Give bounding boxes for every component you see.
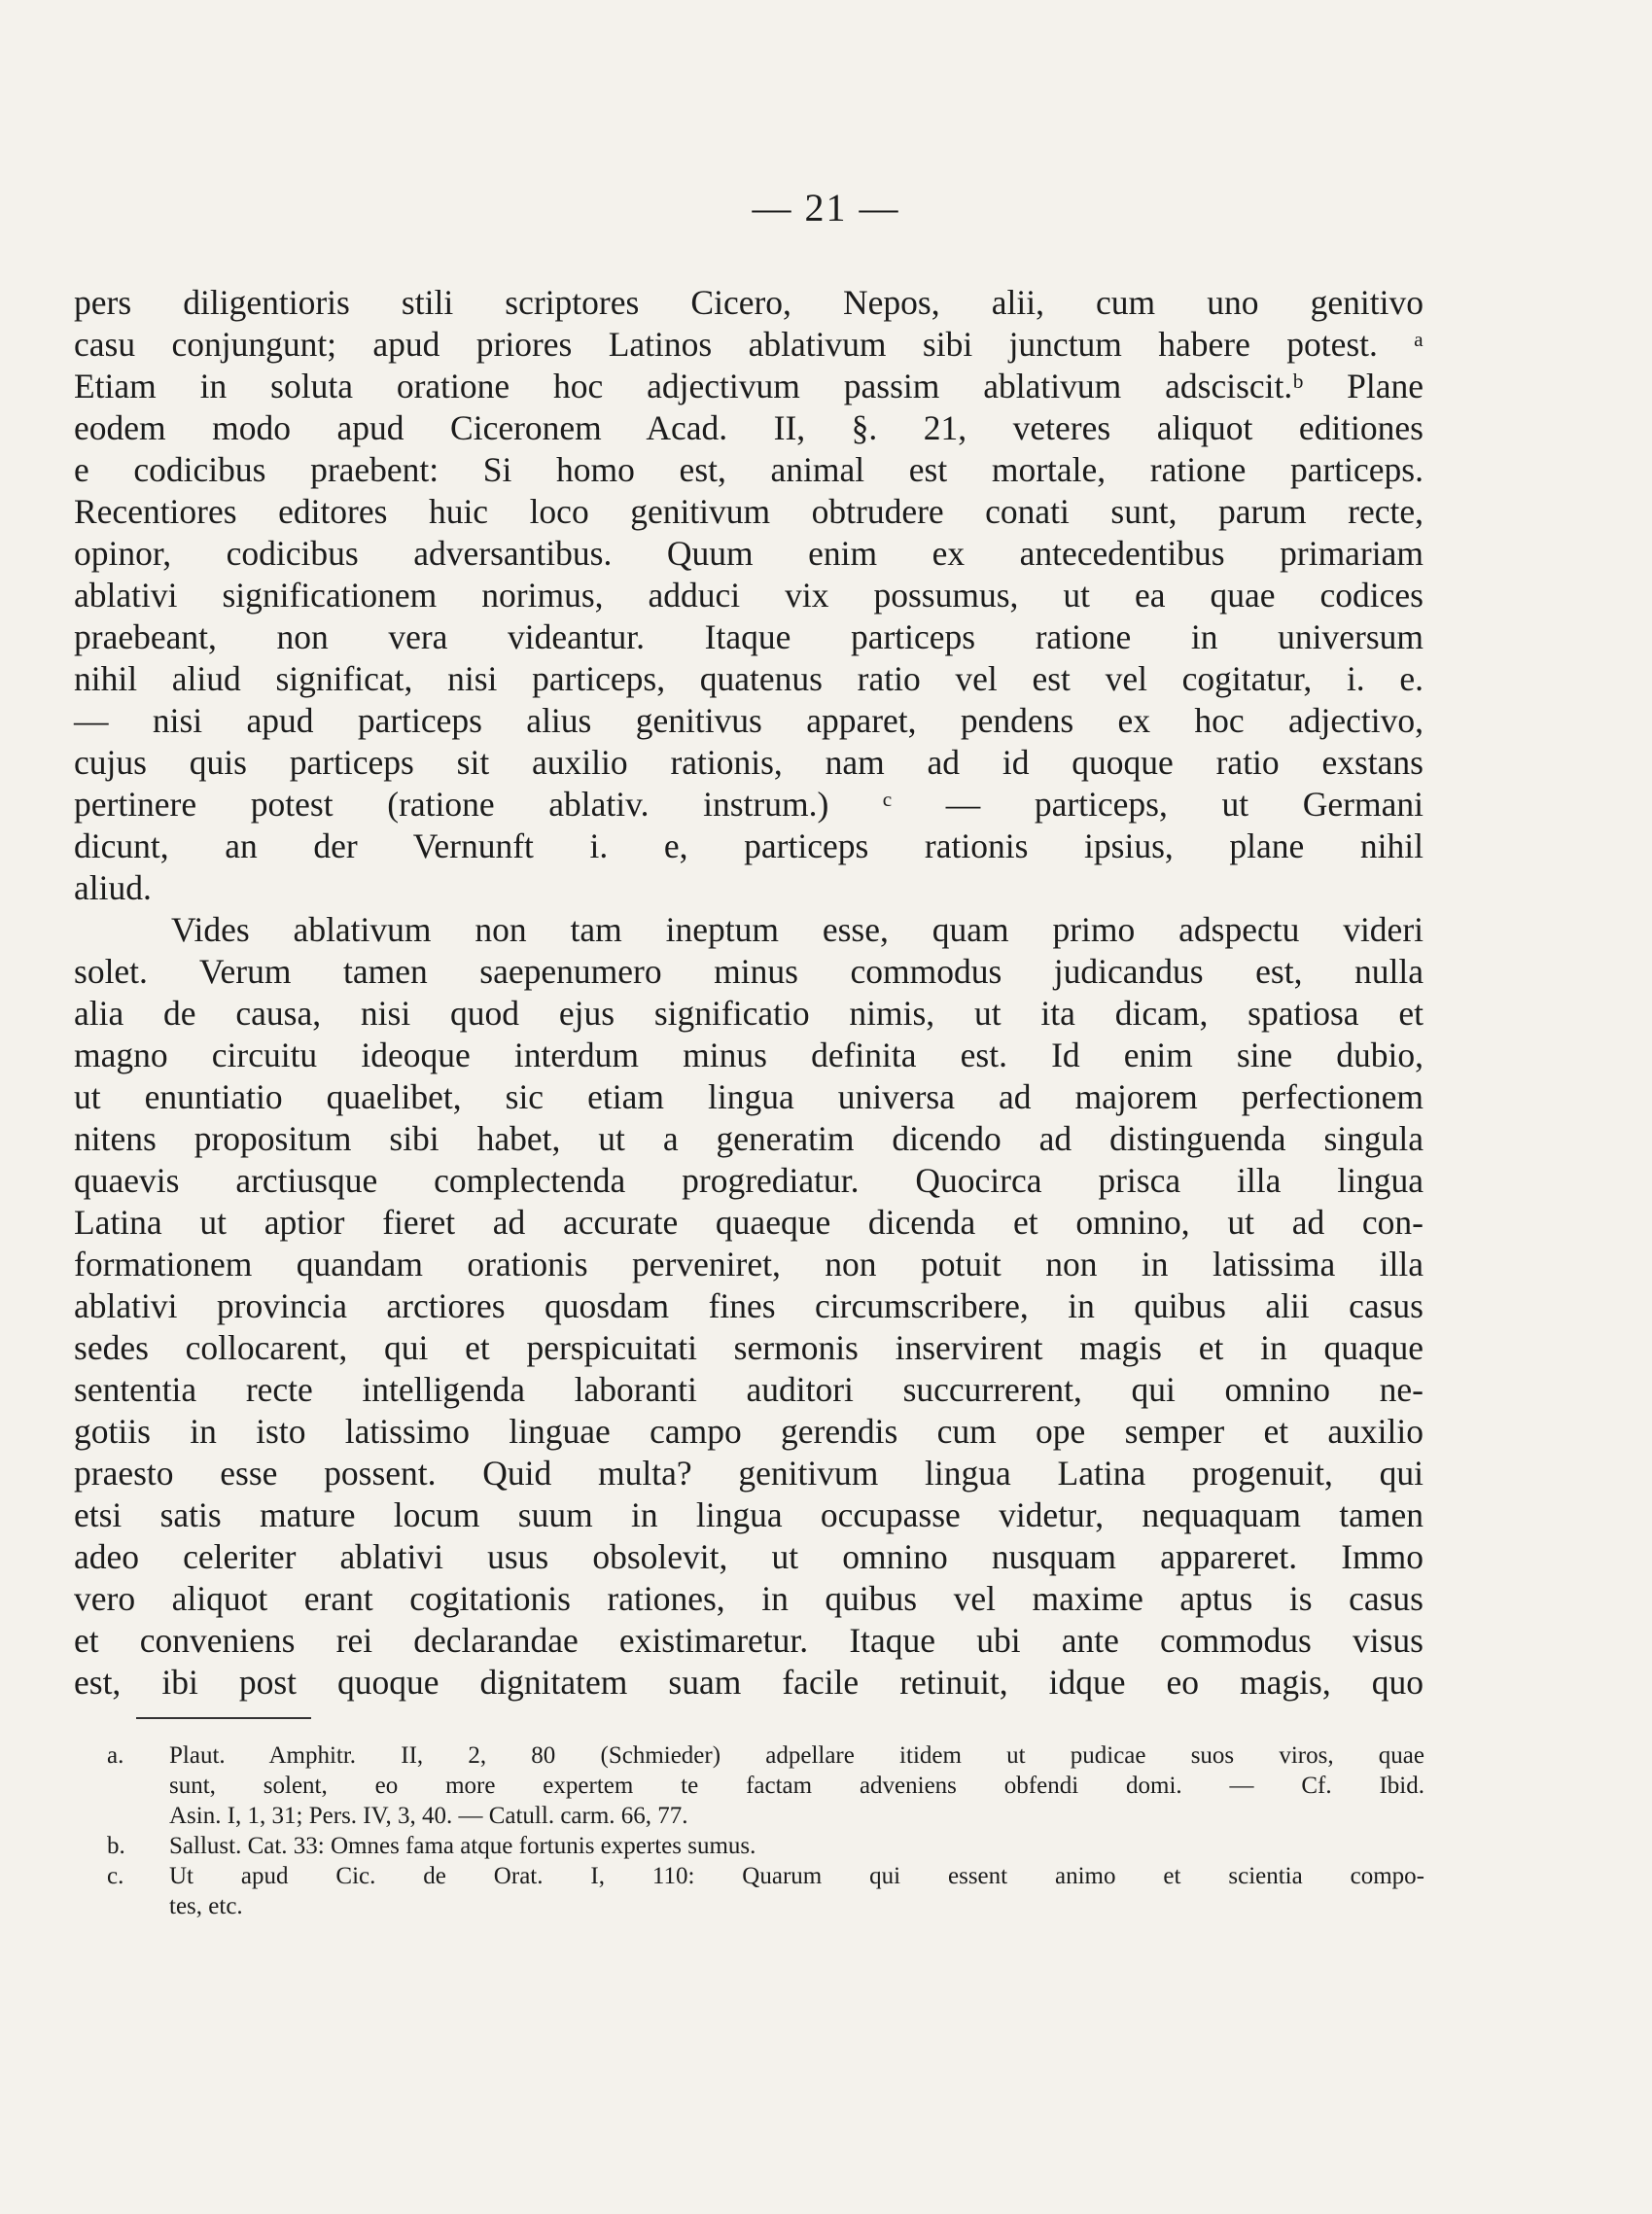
- text-line: ablativi provincia arctiores quosdam fines circumscribere, in quibus alii casus: [74, 1286, 1424, 1325]
- footnote-line: sunt, solent, eo more expertem te factam adveniens obfendi domi. — Cf. Ibid.: [169, 1773, 1424, 1799]
- page-number: — 21 —: [752, 186, 900, 229]
- footnote-line: Asin. I, 1, 31; Pers. IV, 3, 40. — Catull. carm. 66, 77.: [169, 1803, 688, 1829]
- footnote-line: Ut apud Cic. de Orat. I, 110: Quarum qui essent animo et scientia compo-: [169, 1863, 1424, 1889]
- text-line: ut enuntiatio quaelibet, sic etiam lingua universa ad majorem perfectionem: [74, 1077, 1424, 1116]
- text-line: casu conjungunt; apud priores Latinos ablativum sibi junctum habere potest. ᵃ: [74, 325, 1424, 364]
- text-line: Latina ut aptior fieret ad accurate quaeque dicenda et omnino, ut ad con-: [74, 1203, 1424, 1242]
- text-line: et conveniens rei declarandae existimaretur. Itaque ubi ante commodus visus: [74, 1621, 1424, 1660]
- footnotes: [107, 1740, 1424, 1921]
- text-line: aliud.: [74, 868, 152, 907]
- text-line: Etiam in soluta oratione hoc adjectivum passim ablativum adsciscit.ᵇ Plane: [74, 367, 1424, 405]
- text-line: nitens propositum sibi habet, ut a generatim dicendo ad distinguenda singula: [74, 1119, 1424, 1158]
- footnote-mark: a.: [107, 1742, 124, 1769]
- footnote-a: [107, 1740, 1424, 1831]
- footnote-b: [107, 1831, 1424, 1861]
- footnote-line: Plaut. Amphitr. II, 2, 80 (Schmieder) adpellare itidem ut pudicae suos viros, quae: [169, 1742, 1424, 1769]
- text-line: magno circuitu ideoque interdum minus definita est. Id enim sine dubio,: [74, 1036, 1424, 1074]
- footnote-text: [169, 1740, 1424, 1831]
- text-line: dicunt, an der Vernunft i. e, particeps rationis ipsius, plane nihil: [74, 826, 1424, 865]
- text-line: opinor, codicibus adversantibus. Quum enim ex antecedentibus primariam: [74, 534, 1424, 573]
- text-line: pers diligentioris stili scriptores Cicero, Nepos, alii, cum uno genitivo: [74, 283, 1424, 322]
- footnote-divider: [136, 1717, 311, 1719]
- text-line: sententia recte intelligenda laboranti auditori succurrerent, qui omnino ne-: [74, 1370, 1424, 1409]
- footnote-c: [107, 1861, 1424, 1921]
- text-line: praebeant, non vera videantur. Itaque particeps ratione in universum: [74, 617, 1424, 656]
- paragraph: [74, 282, 1424, 909]
- text-line: quaevis arctiusque complectenda progrediatur. Quocirca prisca illa lingua: [74, 1161, 1424, 1200]
- text-line: praesto esse possent. Quid multa? genitivum lingua Latina progenuit, qui: [74, 1454, 1424, 1493]
- footnote-mark: c.: [107, 1863, 124, 1889]
- text-line: Recentiores editores huic loco genitivum obtrudere conati sunt, parum recte,: [74, 492, 1424, 531]
- footnote-text: [169, 1831, 1424, 1861]
- text-line: e codicibus praebent: Si homo est, animal est mortale, ratione particeps.: [74, 450, 1424, 489]
- text-line: eodem modo apud Ciceronem Acad. II, §. 21, veteres aliquot editiones: [74, 408, 1424, 447]
- paragraph: [74, 909, 1424, 1704]
- text-line: gotiis in isto latissimo linguae campo gerendis cum ope semper et auxilio: [74, 1412, 1424, 1451]
- text-line: pertinere potest (ratione ablativ. instrum.) ᶜ — particeps, ut Germani: [74, 785, 1424, 824]
- body-text: [74, 282, 1424, 1704]
- text-line: ablativi significationem norimus, adduci vix possumus, ut ea quae codices: [74, 576, 1424, 615]
- text-line: est, ibi post quoque dignitatem suam facile retinuit, idque eo magis, quo: [74, 1663, 1424, 1702]
- text-line: cujus quis particeps sit auxilio rationis, nam ad id quoque ratio exstans: [74, 743, 1424, 782]
- footnote-line: Sallust. Cat. 33: Omnes fama atque fortunis expertes sumus.: [169, 1833, 756, 1859]
- footnote-mark: b.: [107, 1833, 125, 1859]
- text-line: nihil aliud significat, nisi particeps, quatenus ratio vel est vel cogitatur, i. e.: [74, 659, 1424, 698]
- text-line: sedes collocarent, qui et perspicuitati sermonis inservirent magis et in quaque: [74, 1328, 1424, 1367]
- text-line: adeo celeriter ablativi usus obsolevit, ut omnino nusquam appareret. Immo: [74, 1537, 1424, 1576]
- footnote-line: tes, etc.: [169, 1893, 243, 1919]
- text-line: vero aliquot erant cogitationis rationes, in quibus vel maxime aptus is casus: [74, 1579, 1424, 1618]
- text-line: alia de causa, nisi quod ejus significatio nimis, ut ita dicam, spatiosa et: [74, 994, 1424, 1033]
- text-line: Vides ablativum non tam ineptum esse, quam primo adspectu videri: [171, 910, 1424, 949]
- text-line: — nisi apud particeps alius genitivus apparet, pendens ex hoc adjectivo,: [74, 701, 1424, 740]
- text-line: formationem quandam orationis perveniret, non potuit non in latissima illa: [74, 1245, 1424, 1283]
- text-line: solet. Verum tamen saepenumero minus commodus judicandus est, nulla: [74, 952, 1424, 991]
- footnote-text: [169, 1861, 1424, 1921]
- text-line: etsi satis mature locum suum in lingua occupasse videtur, nequaquam tamen: [74, 1495, 1424, 1534]
